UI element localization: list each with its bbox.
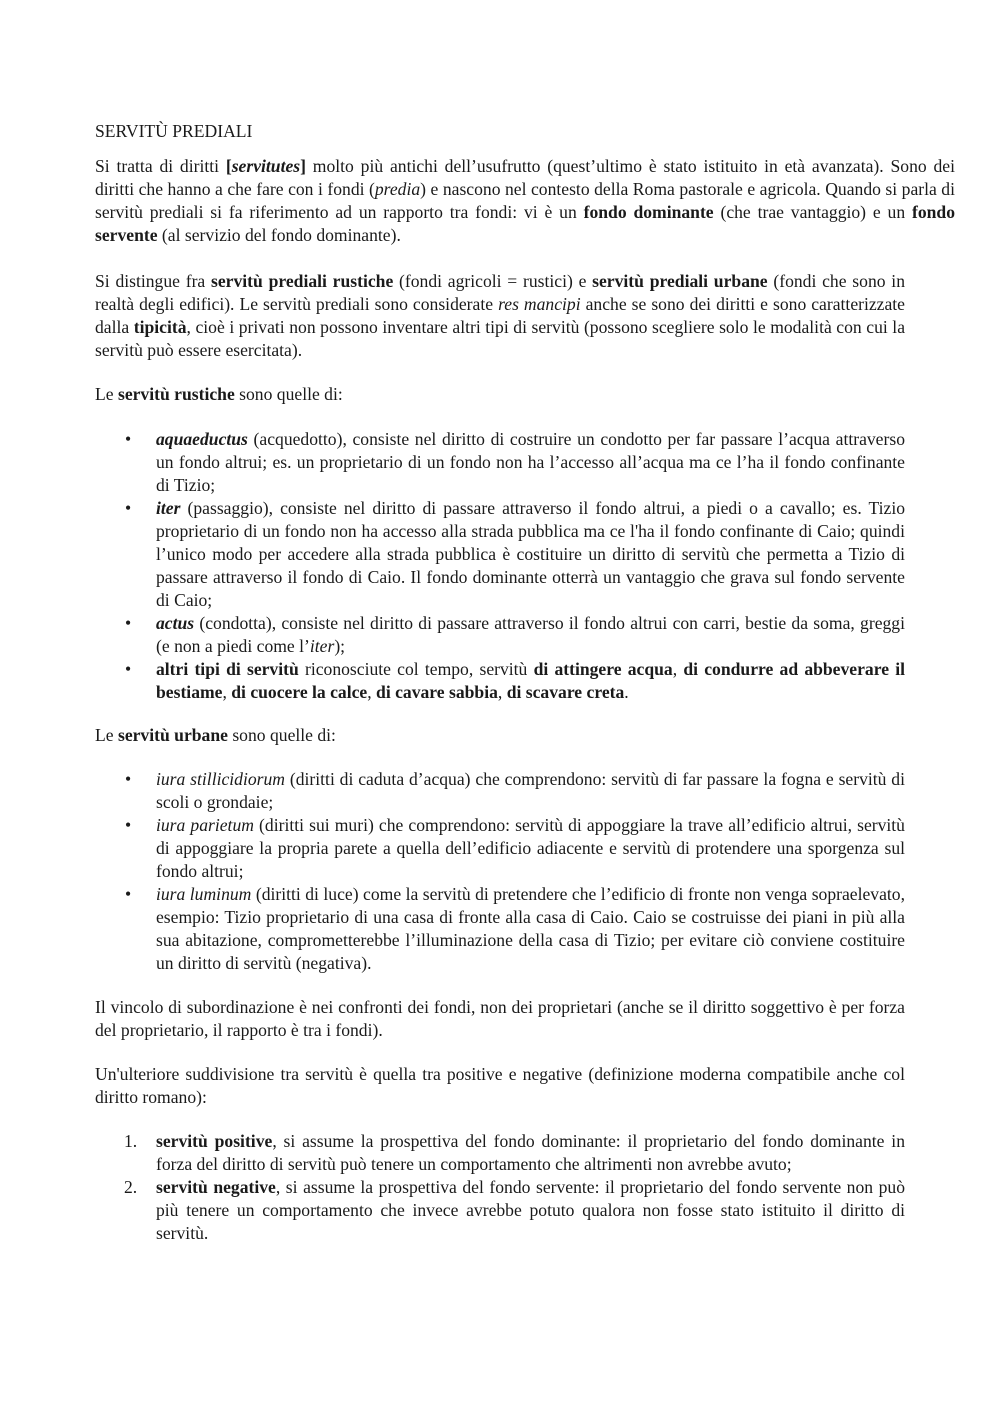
subordination-paragraph: Il vincolo di subordinazione è nei confronti dei fondi, non dei proprietari (anche se il diritto soggettivo è per forza del proprietario, il rapporto è tra i fondi). [95,997,905,1040]
list-item [156,497,905,612]
term-iura-parietum: iura parietum [156,815,254,835]
term-iter-ref: iter [309,636,335,656]
term-servitu-urbane: servitù urbane [117,725,228,745]
term-servitu-negative: servitù negative [156,1177,276,1197]
term-fondo-dominante: fondo dominante [583,202,714,222]
text-run: Si distingue fra [95,271,212,291]
item-number: 1. [124,1131,138,1151]
numbered-list [0,1130,905,1245]
list-item [156,768,905,814]
item-text: riconosciute col tempo, servitù [298,659,534,679]
urban-list [0,768,905,975]
list-item [124,1130,905,1176]
text-run: sono quelle di: [227,725,336,745]
item-text: ); [334,636,346,656]
text-run: (fondi agricoli = rustici) e [393,271,593,291]
item-text: (diritti sui muri) che comprendono: servitù di appoggiare la trave all’edificio altrui, servitù di appoggiare la propria parete a quella dell’edificio adiacente e servitù di protendere una sporgenza sul fondo altrui; [156,815,905,881]
text-run: (fondi che sono in realtà degli edifici). Le servitù prediali sono considerate [95,271,905,314]
term-actus: actus [156,613,195,633]
term-abbeverare: di condurre ad abbeverare il bestiame [156,659,905,702]
text-run: Le [95,725,118,745]
bracket-open: [ [225,156,232,176]
term-altri-tipi: altri tipi di servitù [156,659,299,679]
item-number: 2. [124,1177,138,1197]
item-text: (diritti di luce) come la servitù di pretendere che l’edificio di fronte non venga sopraelevato, esempio: Tizio proprietario di una casa di fronte alla casa di Caio. Caio se costruisse dei piani in più alla sua abitazione, comprometterebbe l’illuminazione della casa di Tizio; per evitare ciò conviene costituire un diritto di servitù (negativa). [156,884,905,973]
text-run: Le [95,384,118,404]
term-cuocere-calce: di cuocere la calce [231,682,368,702]
term-tipicita: tipicità [133,317,187,337]
rustic-list [0,428,905,704]
separator: , [367,682,377,702]
term-scavare-creta: di scavare creta [506,682,625,702]
term-cavare-sabbia: di cavare sabbia [376,682,498,702]
term-fondo-servente: fondo servente [95,202,955,245]
term-aquaeductus: aquaeductus [156,429,248,449]
list-item [156,658,905,704]
separator: , [497,682,507,702]
term-iter: iter [156,498,181,518]
term-urbane: servitù prediali urbane [592,271,768,291]
text-run: molto più antichi dell’usufrutto (quest’ultimo è stato istituito in età avanzata). Sono dei diritti che hanno a che fare con i fondi ( [95,156,955,199]
term-servitu-positive: servitù positive [156,1131,273,1151]
item-text: , si assume la prospettiva del fondo dominante: il proprietario del fondo dominante in forza del diritto di servitù può tenere un comportamento che altrimenti non avrebbe avuto; [156,1131,905,1174]
list-item [124,1176,905,1245]
text-run: (che trae vantaggio) e un [713,202,912,222]
text-run: sono quelle di: [234,384,343,404]
separator: . [624,682,629,702]
page-title: SERVITÙ PREDIALI [95,121,253,141]
list-item [156,612,905,658]
list-item [156,814,905,883]
subdivision-paragraph: Un'ulteriore suddivisione tra servitù è quella tra positive e negative (definizione moderna compatibile anche col diritto romano): [95,1064,905,1107]
rustic-heading [95,383,955,406]
term-servitutes: servitutes [231,156,301,176]
term-predia: predia [374,179,421,199]
term-res-mancipi: res mancipi [498,294,581,314]
item-text: (acquedotto), consiste nel diritto di costruire un condotto per far passare l’acqua attraverso un fondo altrui; es. un proprietario di un fondo non ha l’accesso all’acqua ma ce l’ha il fondo confinante di Tizio; [156,429,905,495]
separator: , [672,659,684,679]
list-item [156,428,905,497]
intro-paragraph [95,155,955,247]
bracket-close: ] [300,156,306,176]
term-rustiche: servitù prediali rustiche [211,271,394,291]
term-iura-stillicidiorum: iura stillicidiorum [156,769,286,789]
urban-heading [95,724,955,747]
text-run: (al servizio del fondo dominante). [157,225,401,245]
term-iura-luminum: iura luminum [156,884,252,904]
item-text: (passaggio), consiste nel diritto di passare attraverso il fondo altrui, a piedi o a cavallo; es. Tizio proprietario di un fondo non ha accesso alla strada pubblica ma ce l'ha il fondo confinante di Caio; quindi l’unico modo per accedere alla strada pubblica è costituire un diritto di servitù che permetta a Tizio di passare attraverso il fondo di Caio. Il fondo dominante otterrà un vantaggio che grava sul fondo servente di Caio; [156,498,905,610]
item-text: , si assume la prospettiva del fondo servente: il proprietario del fondo servente non può più tenere un comportamento che invece avrebbe potuto qualora non fosse stato istituito il diritto di servitù. [156,1177,905,1243]
item-text: (condotta), consiste nel diritto di passare attraverso il fondo altrui con carri, bestie da soma, greggi (e non a piedi come l’ [156,613,905,656]
text-run: anche se sono dei diritti e sono caratterizzate dalla [95,294,905,337]
text-run: ) e nascono nel contesto della Roma pastorale e agricola. Quando si parla di servitù prediali si fa riferimento ad un rapporto tra fondi: vi è un [95,179,955,222]
term-attingere-acqua: di attingere acqua [533,659,673,679]
distinction-paragraph [95,270,905,362]
term-servitu-rustiche: servitù rustiche [117,384,235,404]
item-text: (diritti di caduta d’acqua) che comprendono: servitù di far passare la fogna e servitù di scoli o grondaie; [156,769,905,812]
list-item [156,883,905,975]
separator: , [222,682,232,702]
text-run: , cioè i privati non possono inventare altri tipi di servitù (possono scegliere solo le modalità con cui la servitù può essere esercitata). [95,317,905,360]
text-run: Si tratta di diritti [95,156,226,176]
